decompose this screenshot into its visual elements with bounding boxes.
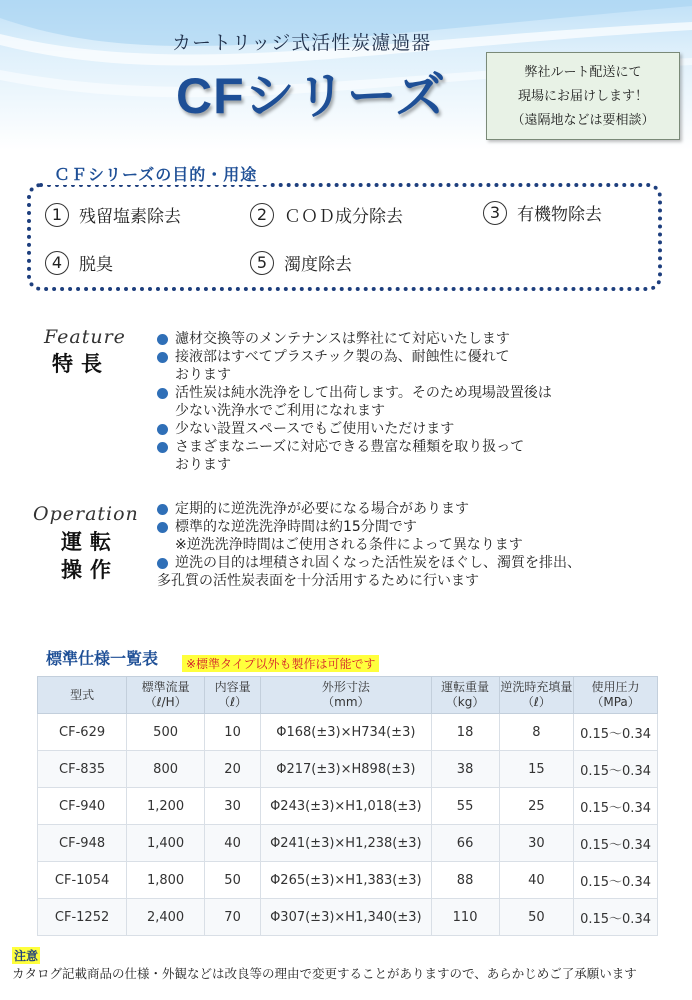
- bullet-dot-icon: [157, 334, 168, 345]
- operation-label-jp-1: 運転: [61, 530, 119, 554]
- notice-line: 弊社ルート配送にて: [524, 65, 642, 80]
- col-header: 使用圧力 （MPa）: [574, 677, 658, 714]
- spec-table: [37, 676, 658, 936]
- purpose-label: 濁度除去: [284, 255, 352, 275]
- circled-number: 4: [45, 251, 69, 275]
- purpose-label: 残留塩素除去: [79, 207, 181, 227]
- purpose-label: ＣＯＤ成分除去: [284, 207, 403, 227]
- bullet-dot-icon: [157, 522, 168, 533]
- purpose-item: [250, 250, 352, 275]
- col-header: 外形寸法 （mm）: [261, 677, 431, 714]
- operation-bullet: 逆洗の目的は埋積され固くなった活性炭をほぐし、濁質を排出、 多孔質の活性炭表面を十分活用するために行います: [157, 555, 581, 589]
- feature-bullet: さまざまなニーズに対応できる豊富な種類を取り扱って おります: [157, 438, 552, 474]
- bullet-dot-icon: [157, 558, 168, 569]
- table-row: CF-1054 1,800 50 Φ265(±3)×H1,383(±3) 88 40 0.15～0.34: [38, 862, 658, 899]
- feature-bullet: 濾材交換等のメンテナンスは弊社にて対応いたします: [157, 330, 552, 348]
- circled-number: 1: [45, 203, 69, 227]
- feature-bullet: 接液部はすべてプラスチック製の為、耐蝕性に優れて おります: [157, 348, 552, 384]
- table-row: CF-629 500 10 Φ168(±3)×H734(±3) 18 8 0.15～0.34: [38, 714, 658, 751]
- spec-note: ※標準タイプ以外も製作は可能です: [182, 655, 379, 672]
- notice-line: 現場にお届けします！: [517, 89, 648, 104]
- circled-number: 2: [250, 203, 274, 227]
- circled-number: 5: [250, 251, 274, 275]
- col-header: 内容量 （ℓ）: [205, 677, 261, 714]
- notice-line: （遠隔地などは要相談）: [511, 113, 655, 128]
- caution-title: 注意: [14, 949, 39, 963]
- table-row: CF-1252 2,400 70 Φ307(±3)×H1,340(±3) 110 50 0.15～0.34: [38, 899, 658, 936]
- table-row: CF-835 800 20 Φ217(±3)×H898(±3) 38 15 0.15～0.34: [38, 751, 658, 788]
- col-header: 逆洗時充填量 （ℓ）: [499, 677, 574, 714]
- col-header: 型式: [38, 677, 127, 714]
- purpose-title: ＣＦシリーズの目的・用途: [44, 162, 267, 185]
- operation-label-en: Operation: [33, 503, 139, 525]
- operation-bullet: 定期的に逆洗洗浄が必要になる場合があります: [157, 500, 581, 518]
- feature-list: [157, 330, 552, 474]
- bullet-dot-icon: [157, 504, 168, 515]
- purpose-item: [45, 250, 113, 275]
- col-header: 運転重量 （kg）: [431, 677, 499, 714]
- col-header: 標準流量 （ℓ/H）: [127, 677, 205, 714]
- table-header-row: [38, 677, 658, 714]
- feature-bullet: 活性炭は純水洗浄をして出荷します。そのため現場設置後は 少ない洗浄水でご利用になれます: [157, 384, 552, 420]
- bullet-dot-icon: [157, 352, 168, 363]
- table-row: CF-948 1,400 40 Φ241(±3)×H1,238(±3) 66 30 0.15～0.34: [38, 825, 658, 862]
- purpose-label: 脱臭: [79, 255, 113, 275]
- feature-label-jp: 特長: [52, 352, 110, 376]
- table-row: CF-940 1,200 30 Φ243(±3)×H1,018(±3) 55 25 0.15～0.34: [38, 788, 658, 825]
- bullet-dot-icon: [157, 388, 168, 399]
- operation-list: [157, 500, 581, 590]
- purpose-item: [483, 200, 602, 225]
- purpose-label: 有機物除去: [517, 205, 602, 225]
- operation-bullet: 標準的な逆洗洗浄時間は約15分間です ※逆洗洗浄時間はご使用される条件によって異なります: [157, 518, 581, 554]
- product-subtitle: カートリッジ式活性炭濾過器: [172, 32, 432, 54]
- feature-bullet: 少ない設置スペースでもご使用いただけます: [157, 420, 552, 438]
- product-title: CFシリーズ: [176, 68, 447, 124]
- delivery-notice: [486, 52, 680, 140]
- spec-table-title: 標準仕様一覧表: [46, 649, 159, 668]
- circled-number: 3: [483, 201, 507, 225]
- purpose-item: [250, 202, 403, 227]
- caution-text: カタログ記載商品の仕様・外観などは改良等の理由で変更することがありますので、あらかじめご了承願います: [12, 966, 637, 981]
- operation-label-jp-2: 操作: [61, 558, 119, 582]
- bullet-dot-icon: [157, 424, 168, 435]
- feature-label-en: Feature: [44, 326, 126, 348]
- bullet-dot-icon: [157, 442, 168, 453]
- purpose-item: [45, 202, 181, 227]
